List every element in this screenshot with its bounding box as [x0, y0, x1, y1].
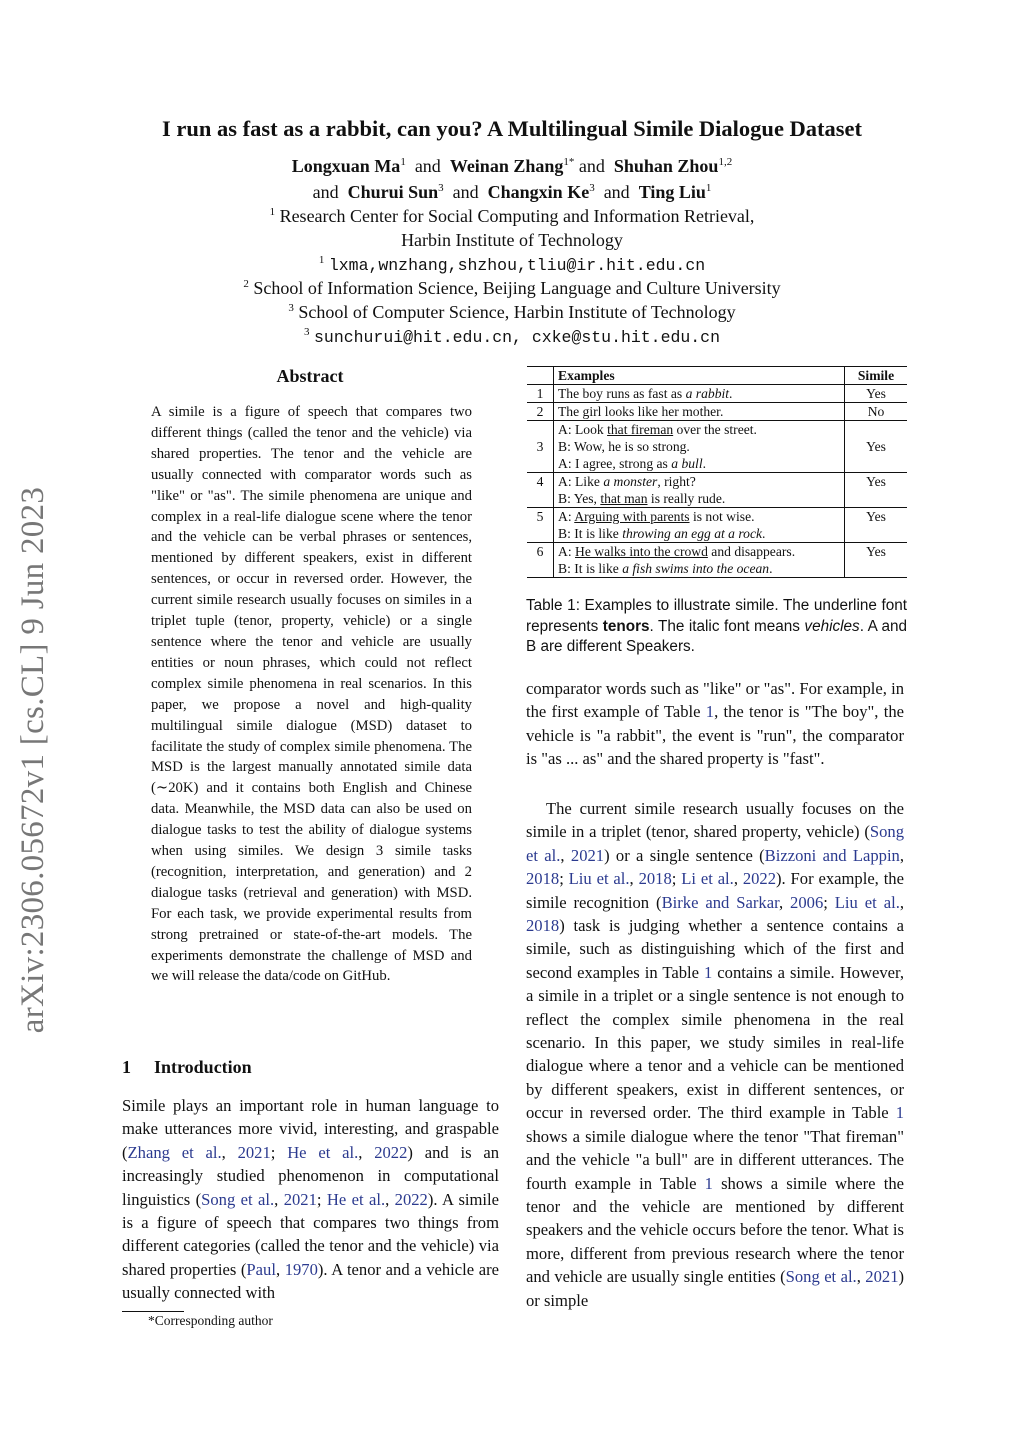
- affil-marker: 1: [269, 206, 276, 218]
- author-name: Shuhan Zhou: [613, 156, 719, 176]
- body-text: shows a simile dialogue where the tenor "That fireman" and the vehicle "a bull" are in different utterances. The fourth example in Table: [526, 1126, 904, 1193]
- email-text: lxma,wnzhang,shzhou,tliu@ir.hit.edu.cn: [328, 256, 706, 275]
- affil-marker: 1: [400, 156, 406, 168]
- row-id: 6: [527, 543, 554, 578]
- table-header-examples: Examples: [554, 367, 845, 385]
- author-line-2: [0, 180, 1024, 204]
- section-title: Introduction: [154, 1057, 252, 1077]
- table-row: [527, 508, 907, 543]
- row-label: Yes: [845, 473, 908, 508]
- abstract-text: A simile is a figure of speech that compares two different things (called the tenor and the vehicle) via shared properties. The tenor and the vehicle are usually connected with comparator words such as "like" or "as". The simile phenomena are unique and complex in a real-life dialogue scene where the tenor and the vehicle can be verbal phrases or sentences, mentioned by different speakers, exist in different sentences, or occur in reversed order. However, the current simile research usually focuses on similes in a triplet tuple (tenor, property, vehicle) or a single sentence where the tenor and vehicle are usually entities or noun phrases, which could not reflect complex simile phenomena in real scenarios. In this paper, we propose a novel and high-quality multilingual simile dialogue (MSD) dataset to facilitate the study of complex simile phenomena. The MSD is the largest manually annotated simile data (∼20K) and it contains both English and Chinese data. Meanwhile, the MSD data can also be used on dialogue tasks to test the ability of dialogue systems when using similes. We design 3 simile tasks (recognition, interpretation, and generation) and 2 dialogue tasks (retrieval and generation) with MSD. For each task, we provide experimental results from strong pretrained or state-of-the-art models. The experiments demonstrate the challenge of MSD and we will release the data/code on GitHub.: [151, 404, 472, 985]
- row-label: No: [845, 403, 908, 421]
- affil-marker: 2: [243, 278, 249, 290]
- table-header-id: [527, 367, 554, 385]
- row-label: Yes: [845, 385, 908, 403]
- body-text: ) and is an increasingly studied phenomenon in computational linguistics (: [122, 1142, 500, 1209]
- body-text: ). A tenor and a vehicle are usually connected with: [122, 1259, 499, 1303]
- row-id: 4: [527, 473, 554, 508]
- row-label: Yes: [845, 421, 908, 473]
- affiliation-text: School of Information Science, Beijing Language and Culture University: [253, 278, 781, 298]
- connector: and: [414, 156, 441, 176]
- body-text: shows a simile where the tenor and the vehicle are mentioned by different speakers and the vehicle occurs before the tenor. What is more, different from previous research where the tenor and vehicle are usually single entities (: [526, 1173, 904, 1287]
- author-name: Churui Sun: [347, 182, 439, 202]
- citation-year-link[interactable]: 2022: [742, 869, 777, 889]
- email-line-3: [0, 324, 1024, 350]
- author-name: Ting Liu: [638, 182, 706, 202]
- affil-marker: 3: [438, 182, 444, 194]
- body-text: Simile plays an important role in human language to make utterances more vivid, interesting, and graspable (: [122, 1096, 499, 1162]
- body-text: comparator words such as "like" or "as". For example, in the first example of Table: [526, 679, 904, 722]
- body-text: , the tenor is "The boy", the vehicle is "a rabbit", the event is "run", the comparator is "as ... as" and the shared property is "fast".: [526, 702, 904, 769]
- citation-link[interactable]: Zhang et al.: [127, 1142, 222, 1162]
- table-row: [527, 385, 907, 403]
- author-name: Longxuan Ma: [291, 156, 401, 176]
- row-id: 3: [527, 421, 554, 473]
- row-example: The boy runs as fast as a rabbit.: [558, 386, 733, 401]
- examples-table: [527, 366, 907, 578]
- body-text: ) task is judging whether a sentence contains a simile, such as distinguishing which of the first and second examples in Table: [526, 916, 904, 982]
- row-label: Yes: [845, 508, 908, 543]
- row-id: 2: [527, 403, 554, 421]
- affil-marker: 1*: [563, 156, 575, 168]
- row-example: A: Like a monster, right? B: Yes, that man is really rude.: [558, 474, 726, 506]
- citation-year-link[interactable]: 2006: [790, 892, 824, 912]
- affiliation-3: [0, 300, 1024, 324]
- citation-year-link[interactable]: 2018: [638, 869, 672, 889]
- author-name: Weinan Zhang: [449, 156, 564, 176]
- row-example: A: He walks into the crowd and disappears. B: It is like a fish swims into the ocean.: [558, 544, 796, 576]
- citation-year-link[interactable]: 1970: [284, 1259, 318, 1279]
- citation-link[interactable]: Paul: [246, 1259, 276, 1279]
- affiliation-2: [0, 276, 1024, 300]
- right-paragraph-2: The current simile research usually focuses on the simile in a triplet (tenor, shared property, vehicle) (Song et al., 2021) or a single sentence (Bizzoni and Lappin, 2018; Liu et al., 2018; Li et al., 2022). For example, the simile recognition (Birke and Sarkar, 2006; Liu et al., 2018) task is judging whether a sentence contains a simile, such as distinguishing which of the first and second examples in Table 1 contains a simile. However, a simile in a triplet or a single sentence is not enough to reflect the complex simile phenomena in the real scenario. In this paper, we study similes in real-life dialogue where a tenor and a vehicle can be mentioned by different speakers, exist in different sentences, or occur in reversed order. The third example in Table 1 shows a simile dialogue where the tenor "That fireman" and the vehicle "a bull" are in different utterances. The fourth example in Table 1 shows a simile where the tenor and the vehicle are mentioned by different speakers and the vehicle occurs before the tenor. What is more, different from previous research where the tenor and vehicle are usually single entities (Song et al., 2021) or simple: [526, 799, 905, 1310]
- row-example: A: Look that fireman over the street. B: Wow, he is so strong. A: I agree, strong as a bull.: [558, 422, 757, 471]
- body-text: The current simile research usually focuses on the simile in a triplet (tenor, shared property, vehicle) (: [526, 799, 904, 842]
- table-row: [527, 403, 907, 421]
- citation-year-link[interactable]: 2018: [526, 916, 560, 936]
- citation-link[interactable]: Birke and Sarkar: [661, 892, 779, 912]
- citation-link[interactable]: Liu et al.: [568, 869, 630, 889]
- table-row: [527, 543, 907, 578]
- table-ref-link[interactable]: 1: [704, 1173, 713, 1193]
- body-text: ) or simple: [526, 1267, 905, 1310]
- citation-link[interactable]: Song et al.: [526, 822, 904, 865]
- body-text: ) or a single sentence (: [604, 845, 765, 865]
- paper-title: I run as fast as a rabbit, can you? A Multilingual Simile Dialogue Dataset: [161, 116, 863, 141]
- body-text: contains a simile. However, a simile in a triplet or a single sentence is not enough to reflect the complex simile phenomena in the real scenario. In this paper, we study similes in real-life dialogue where a tenor and a vehicle can be mentioned by different speakers, exist in different sentences, or occur in reversed order. The third example in Table: [526, 962, 904, 1123]
- affil-marker: 1: [318, 254, 325, 266]
- table-header-simile: Simile: [845, 367, 908, 385]
- footnote: *Corresponding author: [148, 1313, 273, 1328]
- affil-marker: 1,2: [718, 156, 733, 168]
- right-paragraph-1: [526, 677, 904, 771]
- citation-link[interactable]: Bizzoni and Lappin: [764, 845, 900, 865]
- author-line-1: [0, 154, 1024, 178]
- affiliation-1-line-2: Harbin Institute of Technology: [401, 230, 623, 250]
- affiliation-text: School of Computer Science, Harbin Institute of Technology: [298, 302, 736, 322]
- table-ref-link[interactable]: 1: [895, 1103, 904, 1123]
- email-text: sunchurui@hit.edu.cn, cxke@stu.hit.edu.cn: [314, 328, 720, 347]
- citation-link[interactable]: Li et al.: [681, 869, 734, 889]
- table-caption: Table 1: Examples to illustrate simile. The underline font represents tenors. The italic font means vehicles. A and B are different Speakers.: [526, 597, 907, 655]
- arxiv-identifier: arXiv:2306.05672v1 [cs.CL] 9 Jun 2023: [15, 486, 51, 1034]
- table-ref-link[interactable]: 1: [704, 962, 713, 982]
- citation-link[interactable]: Song et al.: [201, 1189, 275, 1209]
- connector: and: [312, 182, 339, 202]
- citation-link[interactable]: Liu et al.: [834, 892, 900, 912]
- affiliation-text: Research Center for Social Computing and Information Retrieval,: [279, 206, 755, 226]
- affil-marker: 3: [304, 326, 310, 338]
- intro-paragraph: Simile plays an important role in human language to make utterances more vivid, interesting, and graspable (Zhang et al., 2021; He et al., 2022) and is an increasingly studied phenomenon in computational linguistics (Song et al., 2021; He et al., 2022). A simile is a figure of speech that compares two things from different categories (called the tenor and the vehicle) via shared properties (Paul, 1970). A tenor and a vehicle are usually connected with: [122, 1096, 500, 1303]
- affil-marker: 1: [705, 182, 712, 194]
- citation-link[interactable]: Song et al.: [785, 1267, 857, 1287]
- citation-year-link[interactable]: 2018: [526, 869, 560, 889]
- abstract-heading: Abstract: [276, 366, 344, 386]
- citation-year-link[interactable]: 2021: [865, 1267, 899, 1287]
- footnote-rule: [122, 1311, 184, 1312]
- row-label: Yes: [845, 543, 908, 578]
- email-line-1: [0, 252, 1024, 278]
- citation-year-link[interactable]: 2021: [237, 1142, 271, 1162]
- affil-marker: 3: [288, 302, 294, 314]
- citation-year-link[interactable]: 2021: [570, 845, 605, 865]
- table-row: [527, 473, 907, 508]
- table-ref-link[interactable]: 1: [705, 702, 715, 722]
- connector: and: [578, 156, 605, 176]
- row-example: The girl looks like her mother.: [558, 404, 724, 419]
- table-row: [527, 421, 907, 473]
- section-heading-introduction: [122, 1057, 252, 1078]
- citation-year-link[interactable]: 2021: [283, 1189, 317, 1209]
- affiliation-1: [0, 204, 1024, 228]
- citation-year-link[interactable]: 2022: [374, 1142, 408, 1162]
- citation-year-link[interactable]: 2022: [394, 1189, 428, 1209]
- affil-marker: 3: [589, 182, 595, 194]
- author-name: Changxin Ke: [487, 182, 590, 202]
- body-text: ). A simile is a figure of speech that compares two things from different categories (called the tenor and the vehicle) via shared properties (: [122, 1189, 500, 1279]
- section-number: 1: [122, 1057, 131, 1077]
- row-id: 1: [527, 385, 554, 403]
- row-id: 5: [527, 508, 554, 543]
- body-text: ). For example, the simile recognition (: [526, 869, 904, 912]
- connector: and: [603, 182, 630, 202]
- connector: and: [452, 182, 479, 202]
- citation-link[interactable]: He et al.: [326, 1189, 386, 1209]
- citation-link[interactable]: He et al.: [287, 1142, 359, 1162]
- row-example: A: Arguing with parents is not wise. B: It is like throwing an egg at a rock.: [558, 509, 766, 541]
